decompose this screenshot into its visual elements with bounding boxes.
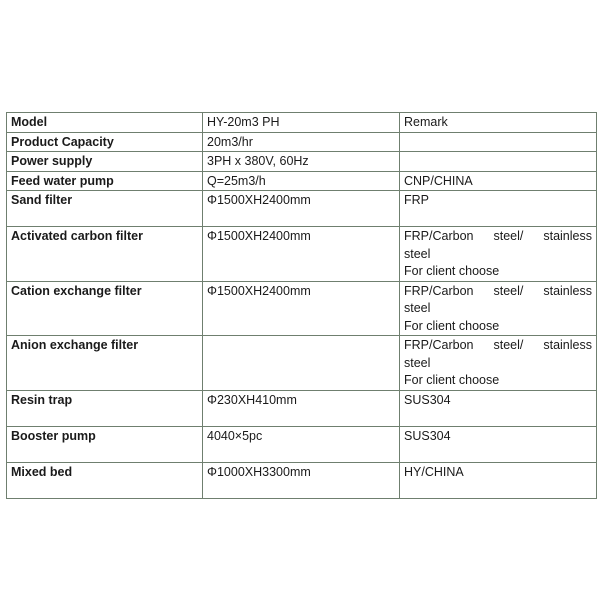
row-label: Booster pump xyxy=(7,426,203,462)
row-value: 3PH x 380V, 60Hz xyxy=(203,152,400,172)
remark-line: Remark xyxy=(404,115,448,129)
row-label: Mixed bed xyxy=(7,462,203,498)
row-label: Product Capacity xyxy=(7,132,203,152)
table-row xyxy=(7,281,597,336)
row-label: Resin trap xyxy=(7,390,203,426)
table-row xyxy=(7,171,597,191)
row-remark xyxy=(400,152,597,172)
remark-line: For client choose xyxy=(404,318,500,333)
row-remark xyxy=(400,336,597,391)
remark-line: HY/CHINA xyxy=(404,464,464,479)
remark-line: steel xyxy=(404,355,431,370)
row-remark xyxy=(400,462,597,498)
row-value: Q=25m3/h xyxy=(203,171,400,191)
table-row xyxy=(7,390,597,426)
table-row xyxy=(7,227,597,282)
remark-line: FRP/Carbon steel/ stainless xyxy=(404,283,592,298)
row-value: Φ1000XH3300mm xyxy=(203,462,400,498)
row-value: Φ230XH410mm xyxy=(203,390,400,426)
row-label: Cation exchange filter xyxy=(7,281,203,336)
table-row xyxy=(7,462,597,498)
row-remark xyxy=(400,227,597,282)
row-value: 4040×5pc xyxy=(203,426,400,462)
row-remark xyxy=(400,426,597,462)
remark-line: For client choose xyxy=(404,264,500,278)
table-row xyxy=(7,426,597,462)
row-label: Sand filter xyxy=(7,191,203,227)
table-row xyxy=(7,152,597,172)
table-row xyxy=(7,132,597,152)
row-value: Φ1500XH2400mm xyxy=(203,227,400,282)
row-remark xyxy=(400,132,597,152)
row-label: Model xyxy=(7,113,203,133)
remark-line: steel xyxy=(404,246,431,261)
row-value: Φ1500XH2400mm xyxy=(203,191,400,227)
row-value: Φ1500XH2400mm xyxy=(203,281,400,336)
row-label: Power supply xyxy=(7,152,203,172)
row-remark xyxy=(400,191,597,227)
remark-line: SUS304 xyxy=(404,428,451,443)
row-remark xyxy=(400,113,597,133)
row-value: HY-20m3 PH xyxy=(203,113,400,133)
remark-line: steel xyxy=(404,301,431,315)
row-value xyxy=(203,336,400,391)
row-label: Activated carbon filter xyxy=(7,227,203,282)
spec-table xyxy=(6,112,597,499)
row-remark xyxy=(400,281,597,336)
row-label: Anion exchange filter xyxy=(7,336,203,391)
remark-line: CNP/CHINA xyxy=(404,173,473,188)
table-row xyxy=(7,336,597,391)
remark-line: For client choose xyxy=(404,373,500,387)
row-remark xyxy=(400,171,597,191)
remark-line: FRP/Carbon steel/ stainless xyxy=(404,229,592,243)
remark-line: FRP xyxy=(404,193,429,207)
remark-line: FRP/Carbon steel/ stainless xyxy=(404,338,592,352)
table-row xyxy=(7,113,597,133)
table-row xyxy=(7,191,597,227)
remark-line: SUS304 xyxy=(404,392,451,407)
row-label: Feed water pump xyxy=(7,171,203,191)
row-value: 20m3/hr xyxy=(203,132,400,152)
row-remark xyxy=(400,390,597,426)
